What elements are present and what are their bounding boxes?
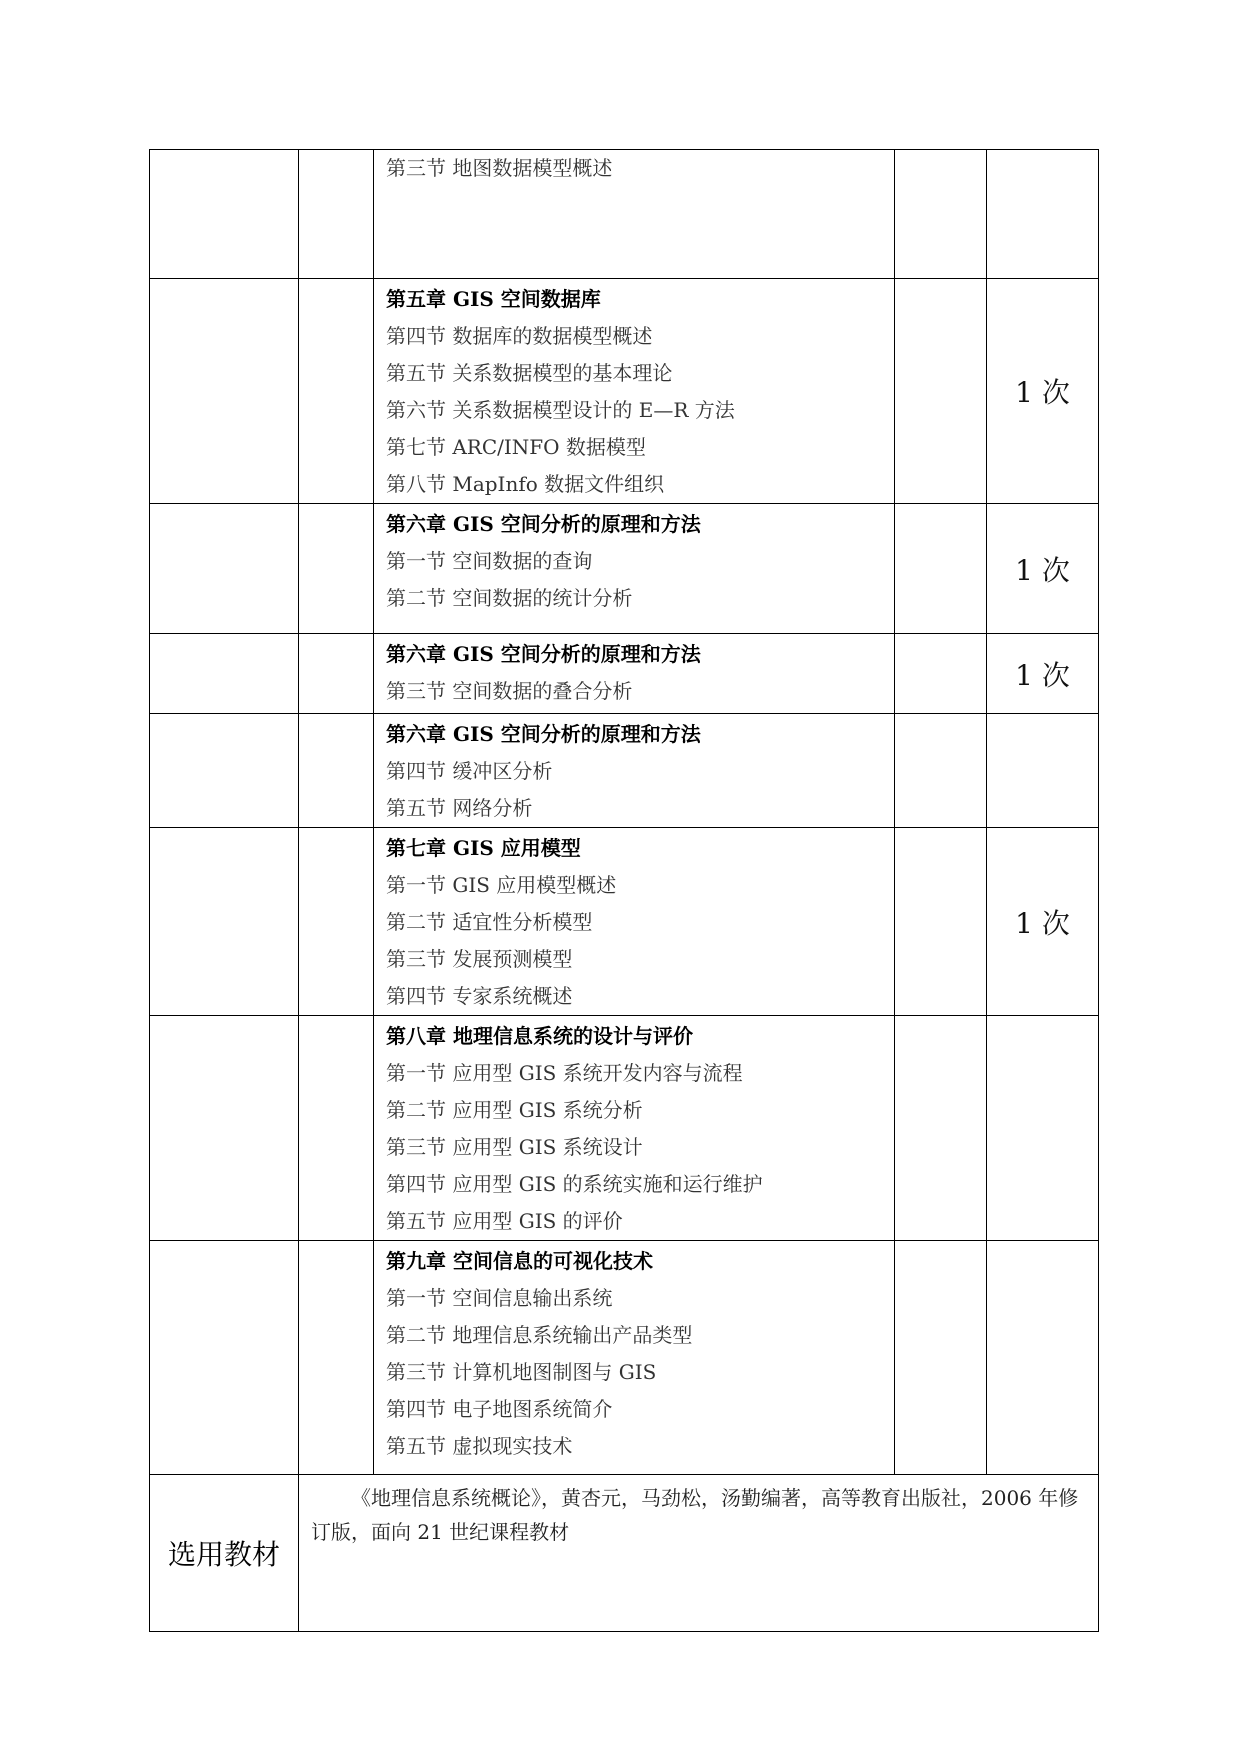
times-value: 1 次 [1015, 553, 1070, 587]
times-cell [987, 150, 1099, 279]
week-cell [150, 634, 299, 714]
schedule-row [150, 828, 1099, 1016]
hours-cell [299, 504, 374, 634]
content-cell [374, 504, 895, 634]
chapter-title: 第六章 GIS 空间分析的原理和方法 [386, 722, 701, 746]
section-item: 第三节 空间数据的叠合分析 [386, 679, 633, 703]
week-cell [150, 1016, 299, 1241]
schedule-row [150, 1016, 1099, 1241]
section-item: 第五节 虚拟现实技术 [386, 1434, 573, 1458]
textbook-text: 《地理信息系统概论》，黄杏元，马劲松，汤勤编著，高等教育出版社，2006 年修订版，面向 21 世纪课程教材 [311, 1486, 1079, 1544]
method-cell [895, 504, 987, 634]
method-cell [895, 1241, 987, 1475]
section-item: 第四节 应用型 GIS 的系统实施和运行维护 [386, 1172, 763, 1196]
section-item: 第四节 数据库的数据模型概述 [386, 324, 653, 348]
times-cell [987, 1016, 1099, 1241]
method-cell [895, 634, 987, 714]
syllabus-body [150, 150, 1099, 1632]
content-cell [374, 714, 895, 828]
chapter-title: 第六章 GIS 空间分析的原理和方法 [386, 512, 701, 536]
content-cell [374, 634, 895, 714]
times-cell [987, 828, 1099, 1016]
content-cell [374, 1016, 895, 1241]
section-item: 第五节 应用型 GIS 的评价 [386, 1209, 623, 1233]
times-cell [987, 634, 1099, 714]
hours-cell [299, 634, 374, 714]
section-item: 第四节 专家系统概述 [386, 984, 573, 1008]
section-item: 第一节 GIS 应用模型概述 [386, 873, 617, 897]
chapter-title: 第九章 空间信息的可视化技术 [386, 1249, 653, 1273]
hours-cell [299, 150, 374, 279]
section-item: 第六节 关系数据模型设计的 E—R 方法 [386, 398, 735, 422]
section-item: 第一节 空间数据的查询 [386, 549, 593, 573]
section-item: 第三节 地图数据模型概述 [386, 156, 613, 180]
week-cell [150, 279, 299, 504]
times-cell [987, 714, 1099, 828]
chapter-title: 第七章 GIS 应用模型 [386, 836, 581, 860]
week-cell [150, 714, 299, 828]
section-item: 第三节 发展预测模型 [386, 947, 573, 971]
section-item: 第三节 计算机地图制图与 GIS [386, 1360, 657, 1384]
times-cell [987, 279, 1099, 504]
section-item: 第四节 电子地图系统简介 [386, 1397, 613, 1421]
section-item: 第三节 应用型 GIS 系统设计 [386, 1135, 643, 1159]
schedule-row [150, 150, 1099, 279]
times-value: 1 次 [1015, 906, 1070, 940]
hours-cell [299, 279, 374, 504]
times-cell [987, 1241, 1099, 1475]
schedule-row [150, 504, 1099, 634]
method-cell [895, 714, 987, 828]
section-item: 第二节 适宜性分析模型 [386, 910, 593, 934]
content-cell [374, 150, 895, 279]
schedule-row [150, 1241, 1099, 1475]
content-cell [374, 828, 895, 1016]
section-item: 第二节 地理信息系统输出产品类型 [386, 1323, 693, 1347]
hours-cell [299, 1241, 374, 1475]
times-value: 1 次 [1015, 376, 1070, 409]
syllabus-table [149, 149, 1099, 1632]
schedule-row [150, 714, 1099, 828]
method-cell [895, 279, 987, 504]
textbook-cell [299, 1475, 1099, 1632]
schedule-row [150, 279, 1099, 504]
section-item: 第二节 应用型 GIS 系统分析 [386, 1098, 643, 1122]
section-item: 第一节 应用型 GIS 系统开发内容与流程 [386, 1061, 743, 1085]
chapter-title: 第八章 地理信息系统的设计与评价 [386, 1024, 693, 1048]
method-cell [895, 1016, 987, 1241]
section-item: 第八节 MapInfo 数据文件组织 [386, 472, 665, 496]
section-item: 第一节 空间信息输出系统 [386, 1286, 613, 1310]
section-item: 第五节 关系数据模型的基本理论 [386, 361, 673, 385]
section-item: 第七节 ARC/INFO 数据模型 [386, 435, 646, 459]
hours-cell [299, 1016, 374, 1241]
week-cell [150, 1241, 299, 1475]
chapter-title: 第五章 GIS 空间数据库 [386, 287, 601, 311]
times-cell [987, 504, 1099, 634]
content-cell [374, 279, 895, 504]
schedule-row [150, 634, 1099, 714]
hours-cell [299, 714, 374, 828]
week-cell [150, 828, 299, 1016]
textbook-label: 选用教材 [150, 1475, 299, 1632]
week-cell [150, 150, 299, 279]
method-cell [895, 828, 987, 1016]
textbook-row [150, 1475, 1099, 1632]
method-cell [895, 150, 987, 279]
section-item: 第二节 空间数据的统计分析 [386, 586, 633, 610]
content-cell [374, 1241, 895, 1475]
week-cell [150, 504, 299, 634]
chapter-title: 第六章 GIS 空间分析的原理和方法 [386, 642, 701, 666]
hours-cell [299, 828, 374, 1016]
section-item: 第四节 缓冲区分析 [386, 759, 553, 783]
times-value: 1 次 [1015, 658, 1070, 692]
section-item: 第五节 网络分析 [386, 796, 533, 820]
